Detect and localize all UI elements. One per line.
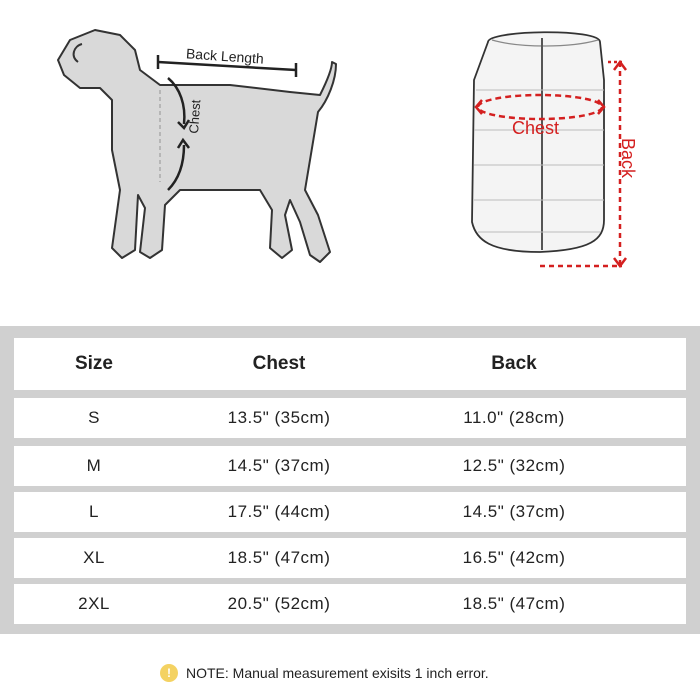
note-text: NOTE: Manual measurement exisits 1 inch error. bbox=[186, 665, 489, 681]
illustration-graphics bbox=[0, 0, 700, 320]
table-row bbox=[14, 584, 686, 624]
dog-chest-label: Chest bbox=[186, 99, 204, 135]
vest-chest-label: Chest bbox=[512, 118, 560, 138]
measurement-note bbox=[160, 662, 489, 684]
header-back: Back bbox=[491, 353, 537, 374]
cell-back: 16.5" (42cm) bbox=[462, 548, 566, 567]
cell-back: 18.5" (47cm) bbox=[462, 594, 566, 613]
vest-back-label: Back bbox=[618, 138, 638, 179]
table-row bbox=[14, 446, 686, 486]
header-size: Size bbox=[74, 353, 114, 374]
cell-size: L bbox=[89, 502, 99, 521]
cell-back: 14.5" (37cm) bbox=[462, 502, 566, 521]
cell-size: 2XL bbox=[78, 594, 110, 613]
cell-back: 11.0" (28cm) bbox=[463, 408, 565, 427]
back-length-label: Back Length bbox=[185, 45, 265, 67]
table-row bbox=[14, 398, 686, 438]
cell-chest: 14.5" (37cm) bbox=[227, 456, 331, 475]
cell-chest: 18.5" (47cm) bbox=[227, 548, 331, 567]
table-row bbox=[14, 538, 686, 578]
cell-size: S bbox=[88, 408, 100, 427]
exclamation-icon: ! bbox=[160, 664, 178, 682]
cell-chest: 13.5" (35cm) bbox=[227, 408, 331, 427]
cell-chest: 20.5" (52cm) bbox=[227, 594, 331, 613]
vest-image bbox=[472, 32, 604, 252]
cell-chest: 17.5" (44cm) bbox=[227, 502, 331, 521]
table-row bbox=[14, 492, 686, 532]
cell-size: M bbox=[86, 456, 102, 475]
measurement-illustrations bbox=[0, 0, 700, 320]
table-header-row bbox=[14, 338, 686, 390]
header-chest: Chest bbox=[252, 353, 306, 374]
size-chart-table bbox=[0, 326, 700, 634]
cell-size: XL bbox=[83, 548, 105, 567]
cell-back: 12.5" (32cm) bbox=[462, 456, 566, 475]
vest-body-shape bbox=[472, 32, 604, 252]
